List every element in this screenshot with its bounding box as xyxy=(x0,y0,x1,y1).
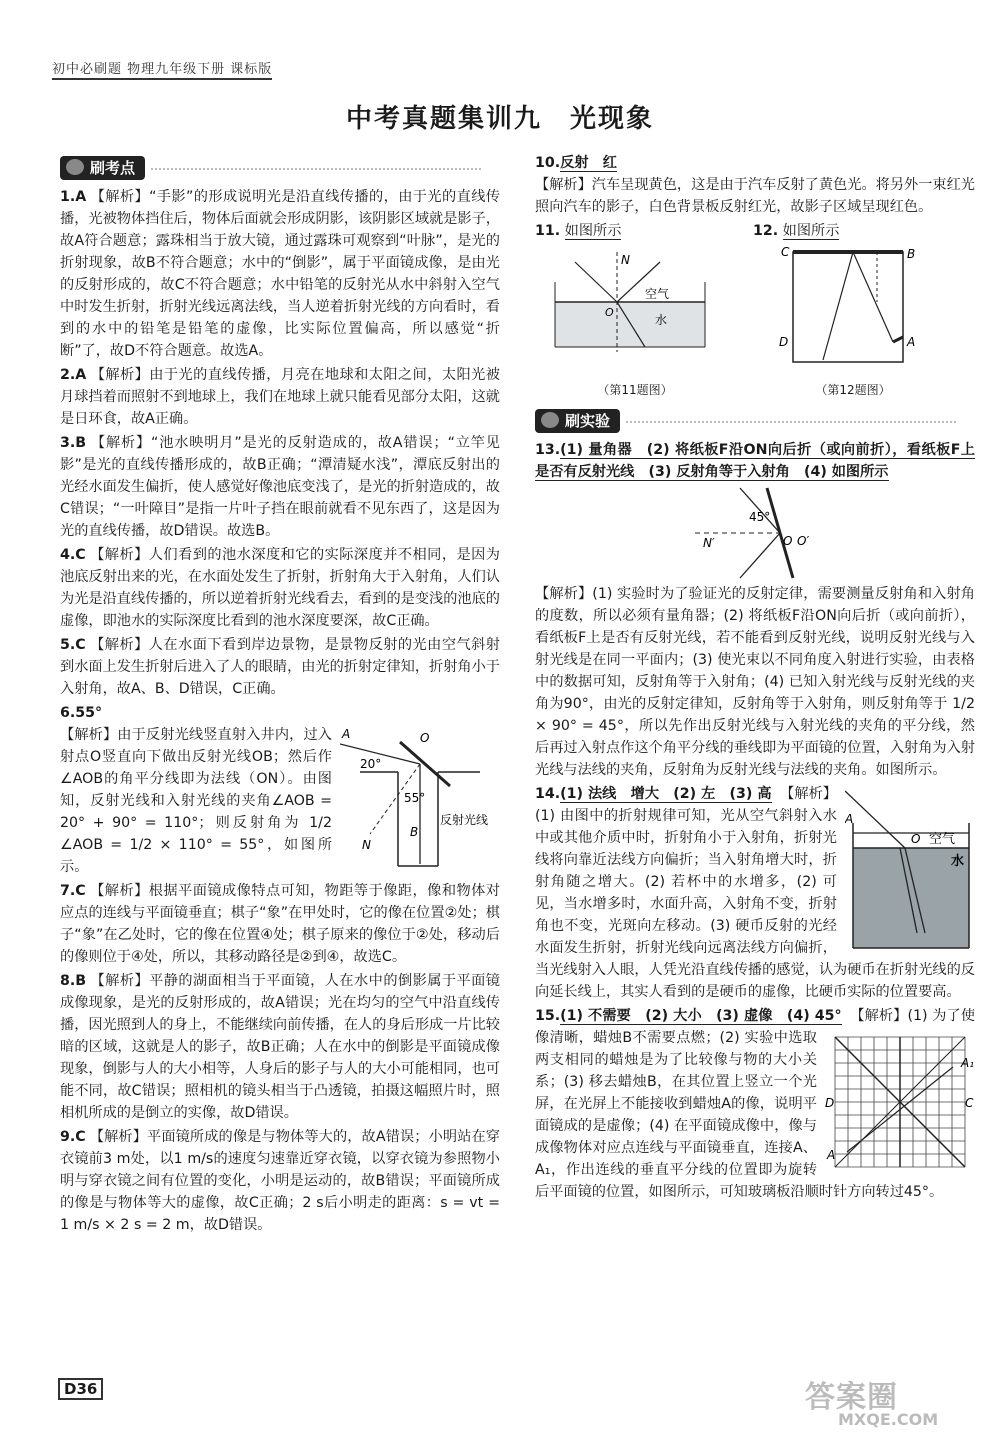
coin-refraction-diagram xyxy=(845,783,975,953)
answer-item: 8.B 【解析】平静的湖面相当于平面镜，人在水中的倒影属于平面镜成像现象，是光的反射形成的，故A错误；光在均匀的空气中沿直线传播，因光照到人的身上，不能继续向前传播，在人的身后形成一片比较暗的区域，这就是人的影子，故B正确；人在水中的倒影是平面镜成像现象，倒影与人的大小相等，人身后的影子与人的大小可能相同，也可能不同，故C错误；照相机的镜头相当于凸透镜，拍摄这幅照片时，照相机所成的是倒立的实像，故D错误。 xyxy=(60,973,500,1121)
reflection-mirror-diagram-13 xyxy=(535,483,975,583)
svg-text:A₁: A₁ xyxy=(961,1056,975,1070)
answer-item: 14.(1) 法线 增大 (2) 左 (3) 高 A O 空气 水 【解析】(1) 由图中的折射规律可知，光从空气斜射入水中或其他介质中时，折射角小于入射角，折射光线将向靠近法线方向偏折；当入射角增大时，折射角随之增大。(2) 若杯中的水增多，(2) 可见，当水增多时，水面升高，入射角不变，折射角也不变，光斑向左移动。(3) 硬币反射的光经水面发生折射，折射光线向远离法线方向偏折，当光线射入人眼，人凭光沿直线传播的感觉，认为硬币在折射光线的反向延长线上，其实人看到的是硬币的虚像，比硬币实际的位置要高。 xyxy=(535,783,975,1003)
grid-mirror-diagram xyxy=(825,1027,975,1177)
svg-text:A: A xyxy=(342,727,351,741)
answer-item: 4.C 【解析】人们看到的池水深度和它的实际深度并不相同，是因为池底反射出来的光，在水面处发生了折射，折射角大于入射角，人们认为光是沿直线传播的，所以逆着折射光线看去，看到的是变浅的池底的虚像，即池水的实际深度比看到的池水深度要深，故C正确。 xyxy=(60,547,500,629)
svg-text:空气: 空气 xyxy=(645,287,670,301)
svg-text:水: 水 xyxy=(655,313,668,327)
answer-item: 13.(1) 量角器 (2) 将纸板F沿ON向后折（或向前折），看纸板F上是否有反射光线 (3) 反射角等于入射角 (4) 如图所示 45° N′ O O′ 【解析】(1) 实验时为了验证光的反射定律，需要测量反射角和入射角的度数，所以必须有量角器；(2) 将纸板F沿ON向后折（或向前折），看纸板F上是否有反射光线，若不能看到反射光线，说明反射光线与入射光线是在同一平面内；(3) 使光束以不同角度入射进行实验，由表格中的数据可知，反射角等于入射角；(4) 已知入射光线与反射光线的夹角为90°，由光的反射定律知，反射角等于入射角，则反射角等于 1/2 × 90° = 45°，所以先作出反射光线与入射光线的夹角的平分线，然后再过入射点作这个角平分线的垂线即为平面镜的位置，入射角为入射光线与法线的夹角，反射角为反射光线与法线的夹角。如图所示。 xyxy=(535,442,975,778)
svg-text:N′: N′ xyxy=(703,536,715,550)
section-badge-shiyan: 刷实验 xyxy=(535,409,620,433)
refraction-diagram-11 xyxy=(535,242,725,372)
dotted-rule xyxy=(151,168,481,170)
svg-text:C: C xyxy=(781,245,790,259)
answer-item: 5.C 【解析】人在水面下看到岸边景物，是景物反射的光由空气斜射到水面上发生折射后进入了人的眼睛，由光的折射定律知，折射角小于入射角，故A、B、D错误，C正确。 xyxy=(60,637,500,697)
answer-item: 9.C 【解析】平面镜所成的像是与物体等大的，故A错误；小明站在穿衣镜前3 m处，以1 m/s的速度匀速靠近穿衣镜，以穿衣镜为参照物小明与穿衣镜之间有位置的变化，小明是运动的，故B错误；平面镜所成的像是与物体等大的虚像，故C正确；2 s后小明走的距离：s = vt = 1 m/s × 2 s = 2 m，故D错误。 xyxy=(60,1129,500,1233)
svg-text:O′: O′ xyxy=(797,534,810,548)
answer-item: 1.A 【解析】“手影”的形成说明光是沿直线传播的，由于光的直线传播，光被物体挡住后，物体后面就会形成阴影，该阴影区域就是影子，故A符合题意；露珠相当于放大镜，通过露珠可观察到“叶脉”，是光的折射现象，故B不符合题意；水中的“倒影”，属于平面镜成像，是由光的反射形成的，故C不符合题意；水中铅笔的反射光从水中斜射入空气中时发生折射，折射光线远离法线，当人逆着折射光线的方向看时，看到的水中的铅笔是铅笔的虚像，比实际位置偏高，所以感觉“折断”了，故D不符合题意。故选A。 xyxy=(60,189,500,359)
watermark-url: MXQE.COM xyxy=(838,1410,939,1429)
svg-text:O: O xyxy=(420,731,430,745)
svg-text:反射光线: 反射光线 xyxy=(440,813,489,827)
svg-text:A: A xyxy=(827,1148,836,1162)
watermark-logo: 答案圈 xyxy=(805,1380,898,1415)
svg-text:水: 水 xyxy=(951,854,965,869)
svg-text:45°: 45° xyxy=(749,510,771,524)
dotted-rule xyxy=(626,421,956,423)
svg-text:O: O xyxy=(605,306,614,319)
answer-item: 7.C 【解析】根据平面镜成像特点可知，物距等于像距，像和物体对应点的连线与平面镜垂直；棋子“象”在甲处时，它的像在位置②处；棋子“象”在乙处时，它的像在位置④处；棋子原来的像位于②处，移动后的像则位于④处，所以，其移动路径是②到④，故选C。 xyxy=(60,883,500,965)
section-badge-kaodian: 刷考点 xyxy=(60,156,145,180)
svg-text:20°: 20° xyxy=(360,757,382,771)
right-column xyxy=(535,152,975,1205)
svg-text:O: O xyxy=(783,534,793,548)
fraction: 1/2 xyxy=(309,815,332,831)
svg-text:55°: 55° xyxy=(404,791,426,805)
mirror-box-diagram-12 xyxy=(753,242,943,372)
page-title: 中考真题集训九 光现象 xyxy=(345,104,654,134)
svg-text:N: N xyxy=(362,838,371,852)
svg-text:D: D xyxy=(825,1096,835,1110)
answer-item: 10.反射 红 【解析】汽车呈现黄色，这是由于汽车反射了黄色光。将另外一束红光照向汽车的影子，白色背景板反射红光，故影子区域呈现红色。 xyxy=(535,155,975,215)
svg-text:A: A xyxy=(907,335,916,349)
answer-item: 2.A 【解析】由于光的直线传播，月亮在地球和太阳之间，太阳光被月球挡着而照射不到地球上，我们在地球上就只能看见部分太阳，这就是日环食，故A正确。 xyxy=(60,367,500,427)
svg-text:空气: 空气 xyxy=(929,832,956,847)
left-column xyxy=(60,152,500,1238)
svg-text:A: A xyxy=(845,812,854,826)
svg-text:C: C xyxy=(965,1096,974,1110)
figure-row-11-12: 11. 如图所示 N 空气 水 O （第11题图） 12. 如图所示 C B D A （第12题图） xyxy=(535,220,975,401)
svg-text:N: N xyxy=(621,253,630,267)
answer-item: 3.B 【解析】“池水映明月”是光的反射造成的，故A错误；“立竿见影”是光的直线传播形成的，故B正确；“潭清疑水浅”，潭底反射出的光经水面发生偏折，使人感觉好像池底变浅了，是光的折射造成的，故C错误；“一叶障目”是指一片叶子挡在眼前就看不见东西了，这是因为光的直线传播，故D错误。故选B。 xyxy=(60,435,500,539)
svg-text:D: D xyxy=(779,335,789,349)
page-number: D36 xyxy=(58,1378,103,1400)
well-reflection-diagram xyxy=(340,724,500,874)
fraction: 1/2 xyxy=(952,696,975,712)
answer-item: 15.(1) 不需要 (2) 大小 (3) 虚像 (4) 45° A₁ A C D 【解析】(1) 为了使像清晰，蜡烛B不需要点燃；(2) 实验中选取两支相同的蜡烛是为了比较像与物的大小关系；(3) 移去蜡烛B，在其位置上竖立一个光屏，在光屏上不能接收到蜡烛A的像，说明平面镜成的是虚像；(4) 在平面镜成像中，像与成像物体对应点连线与平面镜垂直，连接A、A₁，作出连线的垂直平分线的位置即为旋转后平面镜的位置，如图所示，可知玻璃板沿顺时针方向转过45°。 xyxy=(535,1008,976,1200)
svg-text:O: O xyxy=(911,832,921,846)
running-header: 初中必刷题 物理九年级下册 课标版 xyxy=(52,58,272,80)
fraction: 1/2 xyxy=(129,837,153,853)
svg-text:B: B xyxy=(410,825,419,839)
answer-item: 6.55° A O 20° 55° N B 反射光线 【解析】由于反射光线竖直射入井内，过入射点O竖直向下做出反射光线OB；然后作∠AOB的角平分线即为法线（ON）。由图知，反射光线和入射光线的夹角∠AOB = 20° + 90° = 110°；则反射角为 1/2 ∠AOB = 1/2 × 110° = 55°，如图所示。 xyxy=(60,702,500,878)
svg-text:B: B xyxy=(907,247,916,261)
